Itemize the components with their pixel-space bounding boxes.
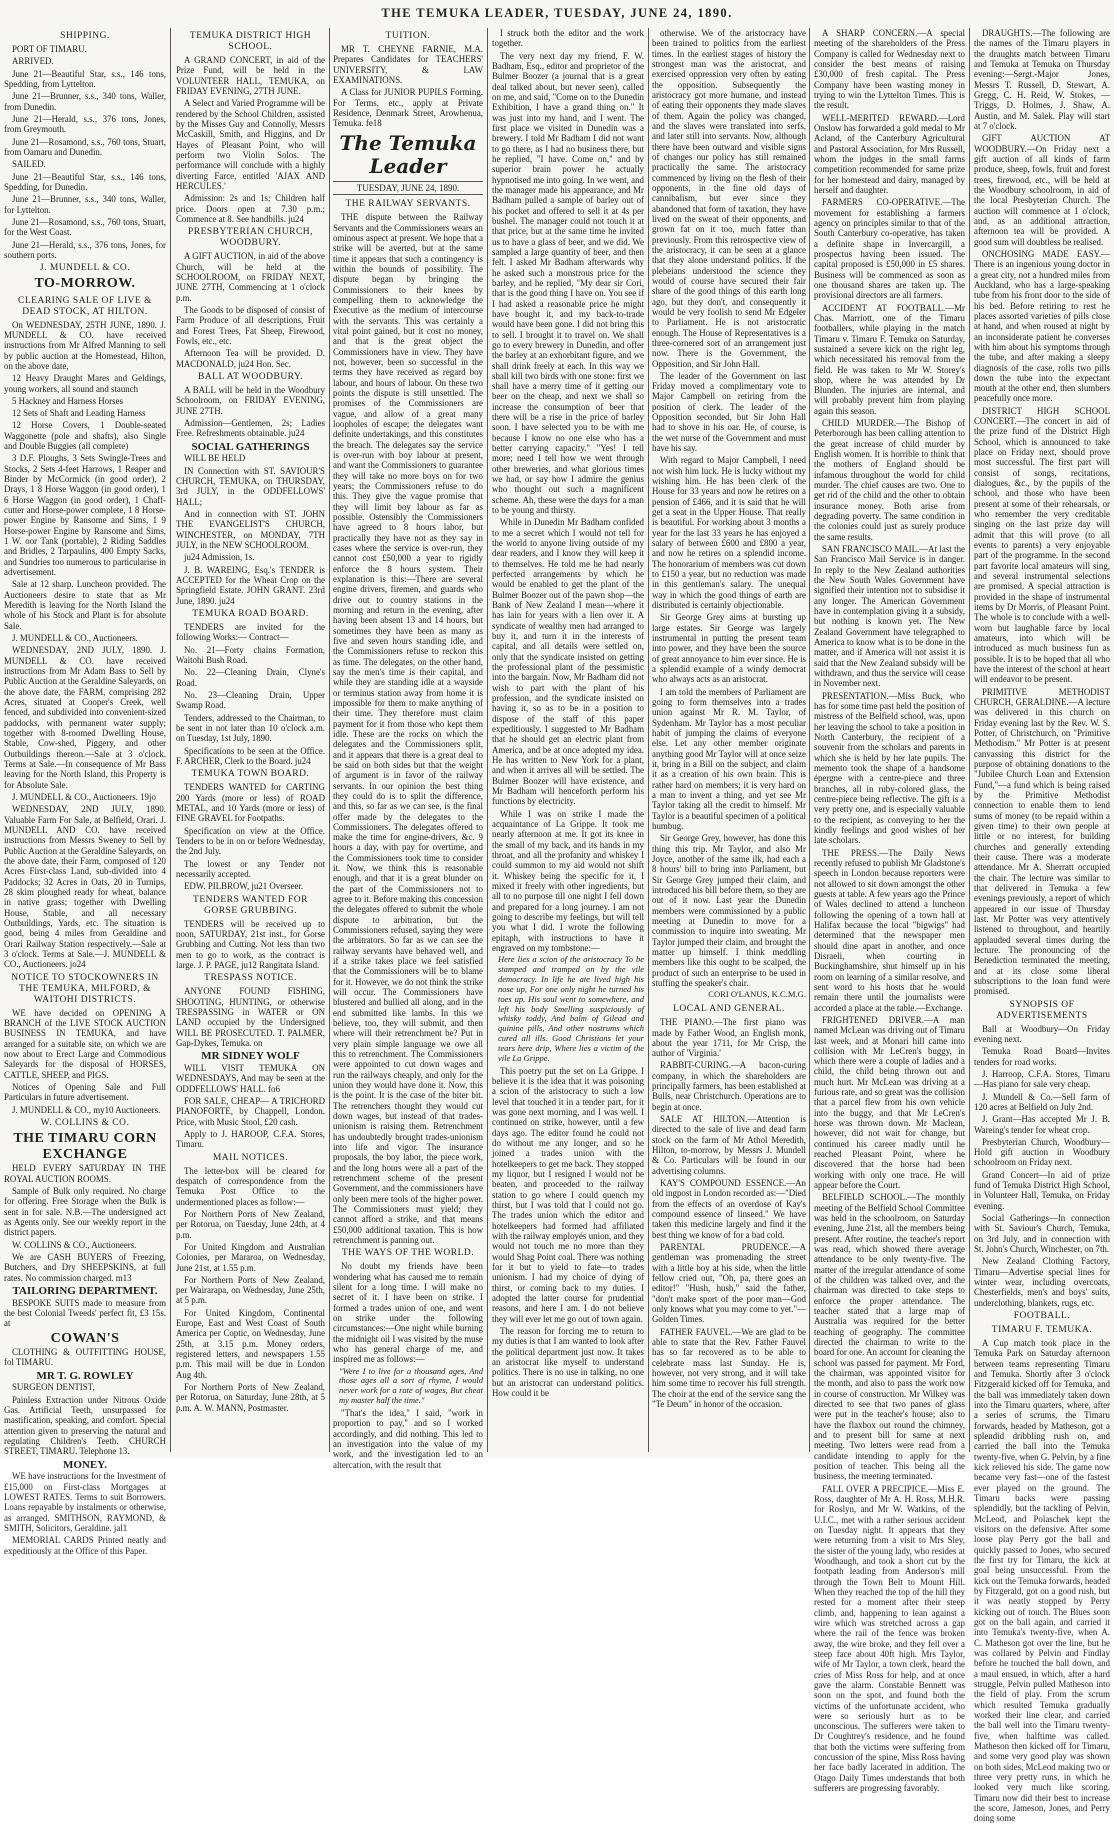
paragraph: The lowest or any Tender not necessarily accepted. xyxy=(176,858,325,879)
paragraph: J. MUNDELL & CO., Auctioneers. xyxy=(12,633,138,644)
paragraph: BELFIELD SCHOOL.—The monthly meeting of the Belfield School Committee was held in the schoolroom, on Saturday evening, June 21st, all the members being present. After routine, the teacher's report was read, which showed there average attendance to be only twenty-five. The matter of the irregular attendance of some of the children was talked over, and the chairman was directed to take steps to enforce the proper attendance. The teacher stated that a large map of Australia was required for the better teaching of geography. The committee directed the chairman to write to the board for one. An account for cleaning the school was passed for payment. Mr Ford, the chairman, was appointed visitor for the month, and also to pass the work now in course of construction. Mr Wilkey was directed to see that two panes of glass were put in the teacher's house; also to have the flaxbox out round the chimney, and to present bill for same at next meeting. Two letters were read from a candidate intending to apply for the position of teacher. This being all the business, the meeting terminated. xyxy=(814,1192,965,1482)
paragraph: The Goods to be disposed of consist of Farm Produce of all descriptions, Fruit and Forest Trees, Fat Sheep, Firewood, Fowls, etc., etc. xyxy=(176,304,325,346)
paragraph: CLOTHING & OUTFITTING HOUSE, fol TIMARU. xyxy=(4,1346,166,1368)
paragraph: With regard to Major Campbell, I need not wish him luck. He is lucky without my wishing him. He has been clerk of the House for 33 years and now he retires on a pension of £466, and it is said that he will get a seat in the Upper House. That really is beautiful. For working about 3 months a year for the last 33 years he has enjoyed a salary of between £600 and £800 a year, and now he retires on a splendid income. The honorarium of members was cut down to £150 a year, but no reduction was made in this gentleman's salary. The unequal way in which the good things of earth are distributed is certainly objectionable. xyxy=(652,455,806,611)
paragraph: IN Connection with ST. SAVIOUR'S CHURCH, TEMUKA, on THURSDAY, 3rd JULY, in the ODDFELLOWS' HALL; xyxy=(176,465,325,507)
paragraph: This poetry put the set on La Grippe. I believe it is the idea that it was poisoning a scion of the aristocracy to such a low level that touched it in a tender part, for it was gone next morning, and I was well. I continued on strike, however, until a few days ago. The editor found he could not do without me any longer, and so he joined a trades union with the hotelkeepers to get me back. They stopped my liquor, but I resigned I would not be beaten, and proceeded to the railway station to go where I could quench my thirst, but I was told that I could not go. The trades union which the editor and hotelkeepers had formed had affiliated with the railway employés union, and they would not touch me no more than they would Shag Point coal. There was nothing for it but to yield to fate—to trades unionism. I had my choice of dying of thirst, or coming back to my duties. I adopted the latter course for prudential reasons, and here I am. I do not believe they will ever let me go out of town again. xyxy=(492,1065,644,1324)
paragraph: PRIMITIVE METHODIST CHURCH, GERALDINE.—A lecture was delivered in this church on Friday evening last by the Rev. W. S. Potter, of Christchurch, on "Primitive Methodism." Mr Potter is at present canvassing this district for the purpose of obtaining donations to the "Jubilee Church Loan and Extension Fund,"—a fund which is being raised by the Primitive Methodist connection to enable them to lend sums of money (to be repaid within a given time) to their own people at little or no interest, for building churches and generally extending their cause. There was a moderate attendance. Mr A. Sherratt occupied the chair. The lecture was similar to that delivered in Temuka a few evenings previously, a report of which appeared in our issue of Thursday last. Mr Potter was very attentively listened to throughout, and heartily applauded several times during the lecture. The pronouncing of the Benediction terminated the meeting, and at its close some liberal subscriptions to the loan fund were promised. xyxy=(974,686,1110,997)
paragraph: Specifications to be seen at the Office. F. ARCHER, Clerk to the Board. ju24 xyxy=(176,745,325,766)
paragraph: Sir George Grey aims at bursting up large estates. Sir George was largely instrumental in putting the present team into power, and they have been the source of great annoyance to him ever since. He is a splendid example of a windy democrat who always acts as an aristocrat. xyxy=(652,612,806,685)
minor-heading: TEMUKA TOWN BOARD. xyxy=(191,769,310,780)
column-rule xyxy=(487,28,488,1452)
paragraph: THE PIANO.—The first piano was made by Father Wood, an English monk, about the year 1711, for Mr Crisp, the author of 'Virginia.' xyxy=(652,1017,806,1059)
minor-heading: W. COLLINS & CO. xyxy=(40,1117,130,1128)
paragraph: CHILD MURDER.—The Bishop of Peterborough has been calling attention to the great increase of child murder by English women. It is horrible to think that the mothers of England should be infamous throughout the world for child murder. The chief causes are two. One to get rid of the child and the other to obtain insurance money. Both arise from degrading poverty. The same condition in the colonies could just as surely produce the same results. xyxy=(814,418,965,542)
paragraph: Admission: 2s and 1s; Children half price. Doors open at 7.30 p.m.; Commence at 8. See handbills. ju24 xyxy=(176,193,325,224)
paragraph: Social Gatherings—In connection with St. Saviour's Church, Temuka, on 3rd July, and in connection with St. John's Church, Winchester, on 7th. xyxy=(974,1213,1110,1255)
paragraph: Sample of Bulk only required. No charge for offering. Free Storage when the Bulk is sent in for sale. N.B.—The undersigned act as Agents only. See our weekly report in the district papers. xyxy=(4,1186,166,1238)
paragraph: June 21—Herald, s.s., 376 tons, Jones, from Greymouth. xyxy=(4,113,166,135)
paragraph: GIFT AUCTION AT WOODBURY.—On Friday next a gift auction of all kinds of farm produce, sheep, fowls, fruit and forest trees, firewood, etc., will be held at the Woodbury schoolroom, in aid of the local Presbyterian Church. The auction will commence at 1 o'clock, and, as an additional attraction, afternoon tea will be provided. A good sum will doubtless be realised. xyxy=(974,133,1110,247)
paragraph: 12 Heavy Draught Mares and Geldings, young workers, all sound and staunch xyxy=(4,373,166,394)
column-3 xyxy=(333,28,483,1470)
section-heading: TAILORING DEPARTMENT. xyxy=(12,1284,158,1297)
paragraph: WE have instructions for the Investment of £15,000 on First-class Mortgages at LOWEST RATES. Terms to suit Borrowers. Loans repayable by instalments or otherwise, as arranged. SMITHSON, RAYMOND, & SMITH, Solicitors, Geraldine. jal1 xyxy=(4,1471,166,1534)
column-4 xyxy=(492,28,644,1452)
paragraph: Notices of Opening Sale and Full Particulars in future advertisement. xyxy=(4,1081,166,1103)
display-heading: TO-MORROW. xyxy=(34,276,136,292)
paragraph: Apply to J. HAROOP, C.F.A. Stores, Timaru. xyxy=(176,1128,325,1150)
paragraph: Presbyterian Church, Woodbury—Hold gift auction in Woodbury schoolroom on Friday next. xyxy=(974,1136,1110,1168)
paragraph: SURGEON DENTIST, xyxy=(12,1382,95,1393)
paragraph: WILL BE HELD xyxy=(184,453,246,464)
paragraph: MR T. CHEYNE FARNIE, M.A. Prepares Candidates for TEACHERS' UNIVERSITY, & LAW EXAMINATIONS. xyxy=(333,44,483,85)
paragraph: FRIGHTENED DRIVER.—A man named McLean was driving out of Timaru last week, and at Monari hill came into collision with Mr LeCren's buggy, in which there were a couple of ladies and a child, the child being thrown out and much hurt. Mr McLean was driving at a furious rate, and so great was the collision that a parcel flew from his own vehicle into the buggy, and that Mr LeCren's horse was thrown down. Mr Maclean, however, did not wait for change, but continued his career madly until he reached Pleasant Point, where he discovered that the horse had been working with only one trace. He will appear before the Court. xyxy=(814,1014,965,1191)
column-rule xyxy=(329,28,330,1452)
minor-heading: BALL AT WOODBURY. xyxy=(197,371,303,382)
paragraph: "That's the idea," I said, "work in proportion to pay," and so I worked accordingly, and did nothing. This led to an investigation into the value of my work, and the investigation led to an altercation, with the result that xyxy=(333,1408,483,1470)
paragraph: And in connection with ST. JOHN THE EVANGELIST'S CHURCH, WINCHESTER, on MONDAY, 7TH JULY, in the NEW SCHOOLROOM. xyxy=(176,508,325,550)
signature: CORI O'LANUS, K.C.M.G. xyxy=(708,989,806,1000)
column-rule xyxy=(648,28,649,1452)
paragraph: A SHARP CONCERN.—A special meeting of the shareholders of the Press Company is called for Wednesday next to consider the best means of raising £30,000 of fresh capital. The Press Company have been wasting money in trying to win the Lyttelton Times. This is the result. xyxy=(814,28,965,111)
paragraph: The leader of the Government on last Friday moved a complimentary vote to Major Campbell on retiring from the position of clerk. The leader of the Opposition seconded, but Sir John Hall had to shove in his oar. He, of course, is the wet nurse of the Government and must have his say. xyxy=(652,370,806,454)
column-5 xyxy=(652,28,806,1452)
paragraph: KAY'S COMPOUND ESSENCE.—An old ingpost in London recorded as:—"Died from the effects of an overdose of Kay's compound essence of linseed." We have taken this medicine largely and find it the best thing we know of for a bad cold. xyxy=(652,1178,806,1240)
paragraph: New Zealand Clothing Factory, Timaru—Advertise special lines for winter wear, including overcoats, Chesterfields, men's and boys' suits, underclothing, blankets, rugs, etc. xyxy=(974,1256,1110,1308)
paragraph: 3 D.F. Ploughs, 3 Sets Swingle-Trees and Stocks, 2 Sets 4-feet Harrows, 1 Reaper and Binder by McCormick (in good order), 2 Drays, 1 8 Horse Waggon (in good order), 1 6 Horse Waggon (in good order), 1 Chaff-cutter and Horse-power complete, 1 8 Horse-power Engine by Ransome and Sims, 1 9 Horse-power Engine by Ransome and Sims, 1 W. oor Tank (portable), 2 Riding Saddles and Bridles, 2 Tarpaulins, 400 Empty Sacks, and Sundries too numerous to particularise in advertisement. xyxy=(4,453,166,578)
column-7 xyxy=(974,28,1110,1824)
paragraph: ACCIDENT AT FOOTBALL.—Mr Chas. Marriott, one of the Timaru footballers, while playing in the match Timaru v. Timaru F. Temuka on Saturday, sustained a severe kick on the right leg, which necessitated his removal from the field. He was taken to Mr W. Storey's shop, where he was attended by Dr Blunden. The injuries are internal, and will probably prevent him from playing again this season. xyxy=(814,302,965,416)
paragraph: TENDERS are invited for the following Works:— Contract— xyxy=(176,621,325,643)
paragraph: MEMORIAL CARDS Printed neatly and expeditiously at the Office of this Paper. xyxy=(4,1535,166,1556)
column-1 xyxy=(4,28,166,1556)
paragraph: FALL OVER A PRECIPICE.—Miss E. Ross, daughter of Mr A. H. Ross, M.H.R. for Roslyn, and Mr W. Watkins, of the U.I.C., met with a rather serious accident on Tuesday night. It appears that they were returning from a visit to Mrs Sley, the sister of the young lady, who resides at Woodhaugh, and took a short cut by the footpath leading from Anderson's mill through the Town Belt to Mount Hill. When they reached the top of the hill they rested for a moment after their steep climb, and, happening to lean against a wire which was stretched across a gap where the rail of the fence was broken away, the wire broke, and they fell over a steep face about 40ft high. Mrs Taylor, wife of Mr Taylor, a town clerk, heard the cries of Miss Ross for help, and at once gave the alarm. Constable Bennett was soon on the spot, and found both the victims of the unfortunate accident, who were so seriously hurt as to be unconscious. The sufferers were taken to Dr Coughtrey's residence, and he found that both the victims were suffering from concussion of the spine, Miss Ross having her face badly lacerated in addition. The Otago Daily Times understands that both sufferers are progressing favorably. xyxy=(814,1483,966,1794)
paragraph: The reason for forcing me to return to my duties is that I am wanted to look after the political department just now. It takes an aristocrat like myself to understand politics. There is no use in talking, no one but an aristocrat can understand politics. How could it be xyxy=(492,1325,644,1398)
paragraph: otherwise. We of the aristocracy have been trained to politics from the earliest times. In the earliest stages of history the strongest man was the aristocrat, and exercised oppression very often by eating the opposition. Subsequently the aristocracy got more humane, and instead of eating their opponents they made slaves of them. Again the policy was changed, and the slaves were translated into serfs, and later still into servants. Now, although there have been outward and visible signs of changes our policy has still remained practically the same. The aristocracy commenced by living on the flesh of their opponents, in the fine old days of cannibalism, but ever since they abandoned that form of taxation, they have lived on the sweat of their opponents, and grown fat on it too, much fatter than previously. From this retrospective view of the aristocracy, it can be seen at a glance that they alone understand politics. If the plebeians understood the science they would of course have secured their fair share of the good things of this earth long ago, but they don't, and consequently it would be very foolish to send Mr Edgeler to Parliament. He is not aristocratic enough. The House of Representatives is a three-cornered sort of an arrangement just now. There is the Government, the Opposition, and Sir John Hall. xyxy=(652,28,806,369)
newspaper-title: The Temuka Leader xyxy=(339,130,477,178)
paragraph: On WEDNESDAY, 25TH JUNE, 1890. J. MUNDELL & CO. have received instructions from Mr Alfred Manning to sell by public auction at the Homestead, Hilton, on the above date, xyxy=(4,319,166,371)
paragraph: June 21—Rosamond, s.s., 760 tons, Stuart, from Oamaru and Dunedin. xyxy=(4,136,166,157)
paragraph: TENDERS WANTED for CARTING 200 Yards (more or less) of ROAD METAL, and 10 Yards (more or less) of FINE GRAVEL for Footpaths. xyxy=(176,782,325,824)
paragraph: Tenders, addressed to the Chairman, to be sent in not later than 10 o'clock a.m. on Tuesday, 1st July, 1890. xyxy=(176,712,325,744)
paragraph: WELL-MERITED REWARD.—Lord Onslow has forwarded a gold medal to Mr Acland, of the Canterbury Agricultural and Pastoral Association, for Mrs Russell, whom the judges in the small farms competition recommended for same prize for her homestead and dairy, managed by herself and daughter. xyxy=(814,112,965,195)
display-heading: COWAN'S xyxy=(50,1330,120,1346)
paragraph: THE dispute between the Railway Servants and the Commissioners wears an ominous aspect at present. We hope that a strike will be averted, but at the same time it appears that such a contingency is within the bounds of possibility. The dispute began by bringing the Commissioners to their knees by compelling them to acknowledge the Executive as the medium of intercourse with the servants. This was certainly a vital point gained, but it cost no money, and that is the great object the Commissioners have in view. They have not, however, been so successful in the terms they have received as regard boy labour, and hours of labour. On these two points the dispute is still unsettled. The promises of the Commissioners are vague, and allow of a great many loopholes of escape; the delegates want definite undertakings, and this constitutes the breach. The delegates say the service is over-run with boy labour at present, and want the Commissioners to guarantee they will take no more boys on for two years; the Commissioners refuse to do this. They give the vague promise that they will limit boy labour as far as possible. Ostensibly the Commissioners have agreed to 8 hours labor, but practically they have not as they say in cases where the service is over-run, they cannot cost £50,000 a year to rigidly enforce the 8 hours system. Their explanation is this:—There are several engine drivers, firemen, and guards who drive out to country stations in the morning and return in the evening, after having been absent 13 and 14 hours, but sometimes they have been as many as five and seven hours standing idle, and the Commissioners refuse to reckon this as time. The delegates, on the other hand, say the men's time is their capital, and while they are standing idle at a wayside or terminus station away from home it is impossible for them to make anything of their time. They therefore must claim payment for it from those who kept them idle. These are the rocks on which the delegates and the Commissioners split, and it appears that there is a great deal to be said on both sides but that the weight of argument is in favor of the railway servants. In our opinion the best thing they could do is to split the difference, and this, so far as we can see, is the final offer made by the delegates to the Commissioners. The delegates offered to make the time for engine-drivers, &c. 9 hours a day, with pay for overtime, and the Commissioners took time to consider it. Now, we think this is reasonable enough, and that it is a great blunder on the part of the Commissioners not to agree to it. Before making this concession the delegates offered to submit the whole dispute to arbitration, but the Commissioners refused, saying they were the arbitrators. So far as we can see the railway servants have behaved well, and if a strike takes place we feel satisfied that the Commissioners will be to blame for it. However, we do not think the strike will occur. The Commissioners have blustered and bullied all along, and in the end submitted like lambs. In this we believe, too, they will submit, and then where will their retrenchment be? Put in very plain simple language we owe all this to retrenchment. The Commissioners were appointed to cut down wages and run the railways cheaply, and only for the union they would have done it. Now, this is the point. It is the case of the biter bit. The retrenchers thought they would cut down wages, but instead of that trades-unionism is raising them. Retrenchment has undoubtedly brought trades-unionism into life and vigor. The insurance proposals, the boy labor, the piece work, and the long hours were all a part of the retrenchment scheme of the present Government, and the commissioners have only been mere tools of the higher power. The Commissioners must yield; they cannot afford a strike, and that means £50,000 additional taxation. This is how retrenchment is panning out. xyxy=(333,212,483,1245)
minor-heading: TEMUKA ROAD BOARD. xyxy=(192,608,309,619)
column-rule xyxy=(170,28,171,1452)
paragraph: A Cup match took place in the Temuka Park on Saturday afternoon between teams representing Timaru and Temuka. Shortly after 3 o'clock Fitzgerald kicked off for Temuka, and the ball was immediately taken down into the Timaru quarters, where, after a series of scrums, the Timaru forwards, headed by Matheson, got a splendid dribbling rush on, and carried the ball into the Temuka twenty-five, when G. Pelvin, by a fine kick relieved his side. The game now became very fast—one of the fastest ever played on the ground. The Timaru backs were passing splendidly, but the tackling of Pelvin, McLeod, and Polaschek kept the visitors on the defensive. After some loose play Perry got the ball and quickly passed to Jones, who secured the first try for Timaru, the kick at goal being unsuccessful. From the kick out the Temuka forwards, headed by Fitzgerald, got on a good rush, but it was neatly stopped by Perry kicking out of touch. The Blues soon got on the ball again, and carried it into Temuka's twenty-five, when A. C. Matheson got over the line, but he was collared by Pelvin and Findlay before he touched the ball down, and a maul ensued, in which, after a hard struggle, Pelvin pulled Matheson into the field of play. From the scrum which resulted Temuka gradually worked their line clear, and carried the ball well into the Timaru twenty-five, when halftime was called. Matheson then kicked off for Timaru, and some very good play was shown on both sides, McLeod making two or three very pretty runs, in which he looked very much like scoring. Timaru now did their best to increase the score, Jameson, Jones, and Perry doing some xyxy=(974,1338,1110,1824)
paragraph: A GIFT AUCTION, in aid of the above Church, will be held at the SCHOOLROOM, on FRIDAY NEXT, JUNE 27TH, Commencing at 1 o'clock p.m. xyxy=(176,251,325,303)
minor-heading: J. MUNDELL & CO. xyxy=(39,263,131,274)
paragraph: Admission—Gentlemen, 2s; Ladies Free. Refreshments obtainable. ju24 xyxy=(176,417,325,439)
paragraph: SALE AT HILTON.—Attention is directed to the sale of live and dead farm stock on the farm of Mr Athol Meredith, Hilton, to-morrow, by Messrs J. Mundell & Co. Particulars will be found in our advertising columns. xyxy=(652,1114,806,1176)
paragraph: A Class for JUNIOR PUPILS Forming. For Terms, etc., apply at Private Residence, Denmark Street, Arowhenua, Temuka. fe18 xyxy=(333,87,483,129)
paragraph: A GRAND CONCERT, in aid of the Prize Fund, will be held in the VOLUNTEER HALL, TEMUKA, on FRIDAY EVENING, 27TH JUNE. xyxy=(176,55,325,97)
paragraph: I am told the members of Parliament are going to form themselves into a trades union against Mr R. M. Taylor, of Sydenham. Mr Taylor has a most peculiar habit of jumping the claims of everyone else. Let any other member originate anything good Mr Taylor will at once seize it, bring in a Bill on the subject, and claim it as a creation of his own brain. This is rather hard on members; it is very hard on a man to invent a thing, and yet see Mr Taylor taking all the credit to himself. Mr Taylor is a beautiful specimen of a political humbug. xyxy=(652,686,806,831)
column-6 xyxy=(814,28,966,1794)
paragraph: WE have decided on OPENING A BRANCH of the LIVE STOCK AUCTION BUSINESS IN TEMUKA, and have arranged for a suitable site, on which we are now about to Erect Large and Commodious Saleyards for the disposal of HORSES, CATTLE, SHEEP, and PIGS. xyxy=(4,1007,166,1080)
paragraph: We are CASH BUYERS of Freezing, Butchers, and Dry SHEEPSKINS, at full rates. No commission charged. m13 xyxy=(4,1251,166,1283)
paragraph: J. MUNDELL & CO., Auctioneers. 19jo xyxy=(12,791,156,802)
minor-heading: SYNOPSIS OF ADVERTISEMENTS xyxy=(996,999,1088,1021)
paragraph: WEDNESDAY, 2ND JULY, 1890. Valuable Farm For Sale, at Belfield, Orari. J. MUNDELL AND CO. have received instructions from Messrs Sweney to Sell by Public Auction at the Geraldine Saleyards, on the above date, their Farm, composed of 120 Acres First-class Land, sub-divided into 4 Paddocks; 32 Acres in Oats, 20 in Turnips, 28 skim ploughed ready for wheat, balance in native grass; together with Dwelling House, Stable, and all necessary Outbuildings, Yards, etc. The situation is good, being 4 miles from Geraldine and Orari Railway Station respectively.—Sale at 3 o'clock. Terms at Sale.—J. MUNDELL & CO., Auctioneers. jo24 xyxy=(4,804,166,970)
paragraph: While in Dunedin Mr Badham confided to me a secret which I would not tell for the world to anyone living outside of my dear readers, and I know they will keep it to themselves. He told me he had nearly perfected arrangements by which he would be enabled to get the plant of the Bulmer Boozer out of the pawn shop—the Bank of New Zealand I mean—where it has lain for years with a lien over it. A syndicate of wealthy men had arranged to buy it, and turn it in the interests of capital, and all details were settled on, only that the syndicate insisted on getting the professional plant of the pessimistic into the bargain. Now, Mr Badham did not wish to part with the plant of his profession, and the syndicate insisted on having it, so as to be in a position to dispose of the staff of this paper expeditiously. I suggested to Mr Badham that he should get an electric plant from America, and be at once adopted my idea. He has written to New York for a plant, and when it arrives all will be settled. The Bulmer Boozer will have existence, and Mr Badham will henceforth perform his functions by electricity. xyxy=(492,517,644,807)
verse: "Were I to live for a thousand ages, And those ages all a sort of rhyme, I would never work for a rate of wages, But cheat my master half the time." xyxy=(339,1365,483,1406)
paragraph: June 21—Rosamond, s.s., 760 tons, Stuart, for the West Coast. xyxy=(4,216,166,238)
paragraph: PORT OF TIMARU. xyxy=(12,44,87,55)
minor-heading: NOTICE TO STOCKOWNERS IN THE TEMUKA, MILFORD, & WAITOHI DISTRICTS. xyxy=(11,972,159,1005)
section-heading: MONEY. xyxy=(63,1458,107,1471)
paragraph: Grand Concert—In aid of prize fund of Temuka District High School, in Volunteer Hall, Temuka, on Friday evening. xyxy=(974,1169,1110,1211)
paragraph: HELD EVERY SATURDAY IN THE ROYAL AUCTION ROOMS. xyxy=(4,1163,166,1184)
section-heading: MR T. G. ROWLEY xyxy=(36,1369,134,1382)
paragraph: PRESENTATION.—Miss Buck, who has for some time past held the position of mistress of the Belfield school, was, upon her leaving the school to take a position in North Canterbury, the recipient of a souvenir from the scholars and parents in which she is held by her late pupils. The memento took the shape of a handsome épergne with a centre-piece and three branches, all in ruby-colored glass, the centre-piece being reflective. The gift is a very pretty one, and is especially valuable to the recipient, as conveying to her the kindly feelings and good wishes of her late scholars. xyxy=(814,690,965,846)
paragraph: FARMERS CO-OPERATIVE.—The movement for establishing a farmers agency on principles similar to that of the South Canterbury co-operative, has taken a definite shape in Invercargill, a prospectus having been issued. The capital proposed is £50,000 in £5 shares. Business will be commenced as soon as one thousand shares are taken up. The provisional directors are all farmers. xyxy=(814,197,965,301)
paragraph: ARRIVED. xyxy=(12,56,54,67)
paragraph: Sir George Grey, however, has done this thing this trip. Mr Taylor, and also Mr Joyce, another of the same ilk, had each a 8 hours' bill to bring into Parliament, but Sir George Grey jumped their claim, and introduced his bill before them, so they are out of it now. Last year the Dunedin members were commissioned by a public meeting at Dunedin to move for a commission to inquire into sweating. Mr Taylor jumped their claim, and brought the matter up himself. I think meddling members like this ought to be scalped, the product of such an enterprise to be used in stuffing the speaker's chair. xyxy=(652,833,806,988)
paragraph: For United Kingdom and Australian Colonies, per Mararoa, on Wednesday, June 21st, at 1.55 p.m. xyxy=(176,1241,325,1273)
paragraph: No. 23—Cleaning Drain, Upper Swamp Road. xyxy=(176,689,325,711)
paragraph: J. Mundell & Co.—Sell farm of 120 acres at Belfield on July 2nd. xyxy=(974,1091,1110,1112)
verse: Here lies a scion of the aristocracy To be stamped and tramped on by the vile democracy. In life he ate lived high his nose up, For one only night he turned his toes up. His soul went to somewhere, and left his body Smelling suspiciously of whisky toddy, And balm of Gilead and quinine pills, And other nostrums which cured all ills. Good Christians let your tears here drip, Where lies a victim of the vile La Grippe. xyxy=(498,954,644,1063)
paragraph: For Northern Ports of New Zealand, per Rotorua, on Saturday, June 28th, at 5 p.m. A. W. MANN, Postmaster. xyxy=(176,1382,325,1413)
minor-heading: TUITION. xyxy=(385,31,431,41)
minor-heading: TRESPASS NOTICE. xyxy=(204,973,297,984)
paragraph: J. MUNDELL & CO., my10 Auctioneers. xyxy=(12,1104,161,1115)
paragraph: June 21—Brunner, s.s., 340 tons, Waller, for Lyttelton. xyxy=(4,194,166,215)
paragraph: June 21—Brunner, s.s., 340 tons, Waller, from Dunedin. xyxy=(4,91,166,112)
paragraph: W. COLLINS & CO., Auctioneers. xyxy=(12,1239,137,1250)
masthead: THE TEMUKA LEADER, TUESDAY, JUNE 24, 1890. xyxy=(381,6,733,20)
paragraph: June 21—Beautiful Star, s.s., 146 tons, Spedding, from Lyttelton. xyxy=(4,68,166,89)
paragraph: While I was on strike I made the acquaintance of La Grippe. It took me nearly afternoon at me. It got its knee in the small of my back, and its hands in my throat, and all the profanity and whiskey I could summon to my aid would not shift it. Whiskey being the specific for it, I mixed it freely with other ingredients, but all to no purpose till one night I fell down and prepared for a long journey. I am not going to describe my feelings, but will tell you what I did. I wrote the following epitaph, with instructions to have it engraved on my tombstone:— xyxy=(492,808,644,953)
paragraph: I struck both the editor and the work together. xyxy=(492,28,644,49)
paragraph: No. 21—Forty chains Formation, Waitohi Bush Road. xyxy=(176,644,325,665)
paragraph: FOR SALE, CHEAP— A TRICHORD PIANOFORTE, by Chappell, London. Price, with Music Stool, £20 cash. xyxy=(176,1095,325,1127)
paragraph: RABBIT-CURING.—A bacon-curing company, in which the shareholders are principally farmers, has been established at Bulls, near Christchurch. Operations are to begin at once. xyxy=(652,1060,806,1112)
minor-heading: THE RAILWAY SERVANTS. xyxy=(345,199,471,210)
paragraph: The very next day my friend, F. W. Badham, Esq., editor and proprietor of the Bulmer Boozer (a journal that is a great deal talked about, but never seen), called on me, and said, "Come on to the Dunedin Exhibition, I have a grand thing on." It was just into my hand, and I went. The first place we visited in Dunedin was a brewery. I told Mr Badham I did not want to go there, as I had no business there, but he replied, "I have. Come on," and by superior brain power he actually hypnotised me into going. In we went, and the manager made his appearance, and Mr Badham pulled a sample of barley out of his pocket and offered to sell it at 4s per bushel. The manager could not touch it at that price, but at the same time he invited us to have a glass of beer, and we did. We sampled a large quantity of beer, and then felt. I asked Mr Badham afterwards why he asked such a monstrous price for the barley, and he replied, "My dear sir Cori, that is the good thing I have on. You see if I had asked a reasonable price he might have bought it, and my back-to-trade would have been gone. I did not bring this to sell. I brought it to travel on. We shall go to every brewery in Dunedin, and offer the barley at an exhorbitant figure, and we shall drink freely at each. In this way we shall kill two birds with one stone: first we shall have a merry time of it getting our beer on the cheap, and next we shall so increase the consumption of beer that there will be a rise in the price of barley soon. I have selected you to be with me because I know no one else who has a better carrying capacity." "Yes! I tell more; need I tell how we went through other breweries, and what glorious times we had, or say how I admire the genius who thought out such a magnificent scheme. Ah, these were the days for a man to be young and thirsty. xyxy=(492,50,644,516)
minor-heading: TENDERS WANTED FOR GORSE GRUBBING. xyxy=(193,894,308,916)
paragraph: Sale at 12 sharp. Luncheon provided. The Auctioneers desire to state that as Mr Meredith is leaving for the North Island the whole of his Stock and Plant is for absolute Sale. xyxy=(4,579,166,631)
column-rule xyxy=(809,28,810,1452)
paragraph: SAN FRANCISCO MAIL.—At last the San Francisco Mail Service is in danger. In reply to the New Zealand authorities the New South Wales Government have signified their intention not to subsidise it any longer. The American Government have in contemplation giving it a subsidy, but nothing is known yet. The New Zealand Government have telegraphed to America to know what is to be done in the matter, and if America will not assist it is said that the New Zealand subsidy will be withdrawn, and thus the service will cease in November next. xyxy=(814,544,965,689)
minor-heading: SHIPPING. xyxy=(60,31,110,41)
minor-heading: THE WAYS OF THE WORLD. xyxy=(341,1248,475,1259)
minor-heading: FOOTBALL. xyxy=(1013,1311,1071,1322)
paragraph: ju24 Admission, 1s. xyxy=(184,552,255,563)
paragraph: For Northern Ports of New Zealand, per Rotorua, on Tuesday, June 24th, at 4 p.m. xyxy=(176,1208,325,1240)
paragraph: Temuka Road Board—Invites tenders for road works. xyxy=(974,1046,1110,1067)
paragraph: EDW. PILBROW, ju21 Overseer. xyxy=(184,881,304,892)
paragraph: DRAUGHTS.—The following are the names of the Timaru players in the draughts match between Timaru and Temuka at Temuka on Thursday evening:—Sergt.-Major Jones, Messrs T. Russell, D. Stewart, A. Gregg, C. H. Reid, W. Stokes, — Triggs, D. Holmes, J. Shaw, A. Austin, and M. Salek. Play will start at 7 o'clock. xyxy=(974,28,1110,131)
paragraph: A Select and Varied Programme will be rendered by the School Children, assisted by the Misses Guy and Connolly, Messrs McCaskill, Smith, and Higgins, and Dr Hayes of Pleasant Point, who will perform two Violin Solos. The performance will conclude with a highly diverting Farce, entitled 'AJAX AND HERCULES.' xyxy=(176,98,325,191)
paragraph: A BALL will be held in the Woodbury Schoolroom, on FRIDAY EVENING, JUNE 27TH. xyxy=(176,384,325,416)
paragraph: PARENTAL PRUDENCE.—A gentleman was promenading the street with a little boy at his side, when the little fellow cried out, "Oh, pa, there goes an editor!" "Hush, hush," said the father, "don't make sport of the poor man—God only knows what you may come to yet."—Golden Times. xyxy=(652,1242,806,1325)
paragraph: ONCHOSING MADE EASY.—There is an ingenious young doctor in a great city, not a hundred miles from Auckland, who has a large-speaking tube from his front door to the side of his bed. Before retiring to rest he places assorted varieties of pills close at hand, and when roused at night by an inconsiderate patient he converses with him about his symptoms through the tube, and after making a sleepy diagnosis of the case, rolls two pills down the tube into the expectant mouth at the other end, then slumbers peacefully once more. xyxy=(974,248,1110,404)
paragraph: 12 Horse Covers, 1 Double-seated Waggonette (pole and shafts), also Single and Double Buggies (all complete) xyxy=(4,420,166,452)
dateline: TUESDAY, JUNE 24, 1890. xyxy=(333,181,483,195)
paragraph: WEDNESDAY, 2ND JULY, 1890. J. MUNDELL & CO. have received instructions from Mr Adam Bass to Sell by Public Auction at the Geraldine Saleyards, on the above date, the FARM, comprising 282 Acres, situated at Cooper's Creek, well fenced, and subdivided into convenient-sized paddocks, with permanent water supply; together with 8-roomed Dwelling House, Stable, Cow-shed, Piggery, and other Outbuildings thereon.—Sale at 3 o'clock. Terms at Sale.—In consequence of Mr Bass leaving for the North Island, this Property is for Absolute Sale. xyxy=(4,645,166,790)
paragraph: FATHER FAUVEL.—We are glad to be able to state that the Rev. Father Fauvel has so far recovered as to be able to celebrate mass last Sunday. He is, however, not very strong, and it will take him some time to recover his full strength. The choir at the end of the service sang the "Te Deum" in honor of the occasion. xyxy=(652,1326,806,1409)
paragraph: Painless Extraction under Nitrous Oxide Gas. Artificial Teeth, unsurpassed for mastification, speaking, and comfort. Special attention given to preserving the natural and regulating Children's Teeth. CHURCH STREET, TIMARU. Telephone 13. xyxy=(4,1394,166,1457)
paragraph: 12 Sets of Shaft and Leading Harness xyxy=(12,408,146,419)
paragraph: J. Harroop, C.F.A. Stores, Timaru—Has piano for sale very cheap. xyxy=(974,1068,1110,1090)
paragraph: J. B. WAREING, Esq.'s TENDER is ACCEPTED for the Wheat Crop on the Springfield Estate. JOHN GRANT. 23rd June, 1890. ju24 xyxy=(176,564,325,606)
paragraph: For Northern Ports of New Zealand, per Wairarapa, on Wednesday, June 25th, at 5 p.m. xyxy=(176,1274,325,1306)
paragraph: For United Kingdom, Continental Europe, East and West Coast of South America per Coptic, on Wednesday, June 25th, at 3.15 p.m. Money orders, registered letters, and newspapers 1.55 p.m. This mail will be due in London Aug 4th. xyxy=(176,1307,325,1380)
minor-heading: TEMUKA DISTRICT HIGH SCHOOL. xyxy=(189,31,312,53)
paragraph: No. 22—Cleaning Drain, Clyne's Road. xyxy=(176,667,325,688)
paragraph: Afternoon Tea will be provided. D. MACDONALD, ju24 Hon. Sec. xyxy=(176,348,325,369)
paragraph: BESPOKE SUITS made to measure from the best Colonial Tweeds' perfect fit, £3 15s. at xyxy=(4,1297,166,1329)
column-rule xyxy=(969,28,970,1452)
paragraph: THE PRESS.—The Daily News recently refused to publish Mr Gladstone's speech in London because reporters were not allowed to sit down amongst the other guests at table. A few years ago the Prince of Wales declined to attend a luncheon following the opening of a town hall at Halifax because the local "bigwigs" had determined that the newspaper men should dine apart in another, and once Disraeli, when courting in Buckinghamshire, shut himself up in his room on learning of a similar resolve, and sent word to his hosts that he would remain there until the journalists were accorded a place at the table.—Exchange. xyxy=(814,847,965,1013)
paragraph: J. Grant—Has accepted Mr J. B. Wareing's tender for wheat crop. xyxy=(974,1114,1110,1135)
paragraph: DISTRICT HIGH SCHOOL CONCERT.—The concert in aid of the prize fund of the District High School, which is announced to take place on Friday next, should prove most successful. The first part will consist of songs, recitations, dialogues, &c., by the pupils of the school, and those who have been present at some of their rehearsals, or who remember the very creditable singing on the last prize day will admit that this will prove (to all events to parents) a very enjoyable part of the programme. In the second part favorite local amateurs will sing, and several instrumental selections are promised. A special attraction is provided in the shape of instrumental items by Dr Morris, of Pleasant Point. The whole is to conclude with a well-worn but laughable farce by local amateurs, into which will be introduced as much business fun as possible. It is to be hoped that all who have the interest of the school at heart will endeavor to be present. xyxy=(974,405,1110,685)
paragraph: TENDERS will be received up to noon, SATURDAY, 21st inst., for Gorse Grubbing and Cutting. Not less than two men to go to work, as the contract is large. J. P. PAGE, ju12 Rangitata Island. xyxy=(176,918,325,970)
section-heading: MR SIDNEY WOLF xyxy=(201,1050,300,1063)
paragraph: No doubt my friends have been wondering what has caused me to remain silent for a long time. I will make no secret of it. I have been on strike. I formed a trades union of one, and went on strike under the following circumstances:—One night while burning the midnight oil I was visited by the muse who has general charge of me, and inspired me as follows:— xyxy=(333,1261,483,1365)
minor-heading: MAIL NOTICES. xyxy=(212,1152,289,1163)
minor-heading: TIMARU F. TEMUKA. xyxy=(991,1325,1093,1336)
paragraph: SAILED. xyxy=(12,159,46,170)
minor-heading: PRESBYTERIAN CHURCH, WOODBURY. xyxy=(187,227,314,249)
paragraph: Specification on view at the Office. Tenders to be in on or before Wednesday, the 2nd July. xyxy=(176,825,325,857)
paragraph: June 21—Herald, s.s., 376 tons, Jones, for southern ports. xyxy=(4,239,166,260)
paragraph: 5 Hackney and Harness Horses xyxy=(12,395,123,406)
paragraph: Ball at Woodbury—On Friday evening next. xyxy=(974,1023,1110,1044)
paragraph: ANYONE FOUND FISHING, SHOOTING, HUNTING, or otherwise TRESPASSING in WATER or ON LAND occupied by the Undersigned WILL BE PROSECUTED. T. PALMER, Gap-Dykes, Temuka. on xyxy=(176,986,325,1048)
section-heading: SOCIAL GATHERINGS xyxy=(191,440,310,453)
column-2 xyxy=(176,28,325,1452)
minor-heading: LOCAL AND GENERAL. xyxy=(673,1004,785,1015)
paragraph: The letter-box will be cleared for despatch of correspondence from the Temuka Post Office to the undermentioned places as follow:— xyxy=(176,1165,325,1207)
minor-heading: CLEARING SALE OF LIVE & DEAD STOCK, AT HILTON. xyxy=(18,295,152,317)
paragraph: June 21—Beautiful Star, s.s., 146 tons, Spedding, for Dunedin. xyxy=(4,171,166,192)
paragraph: WILL VISIT TEMUKA ON WEDNESDAYS, And may be seen at the ODDFELLOWS' HALL. fo6 xyxy=(176,1062,325,1094)
display-heading: THE TIMARU CORN EXCHANGE xyxy=(13,1130,157,1163)
